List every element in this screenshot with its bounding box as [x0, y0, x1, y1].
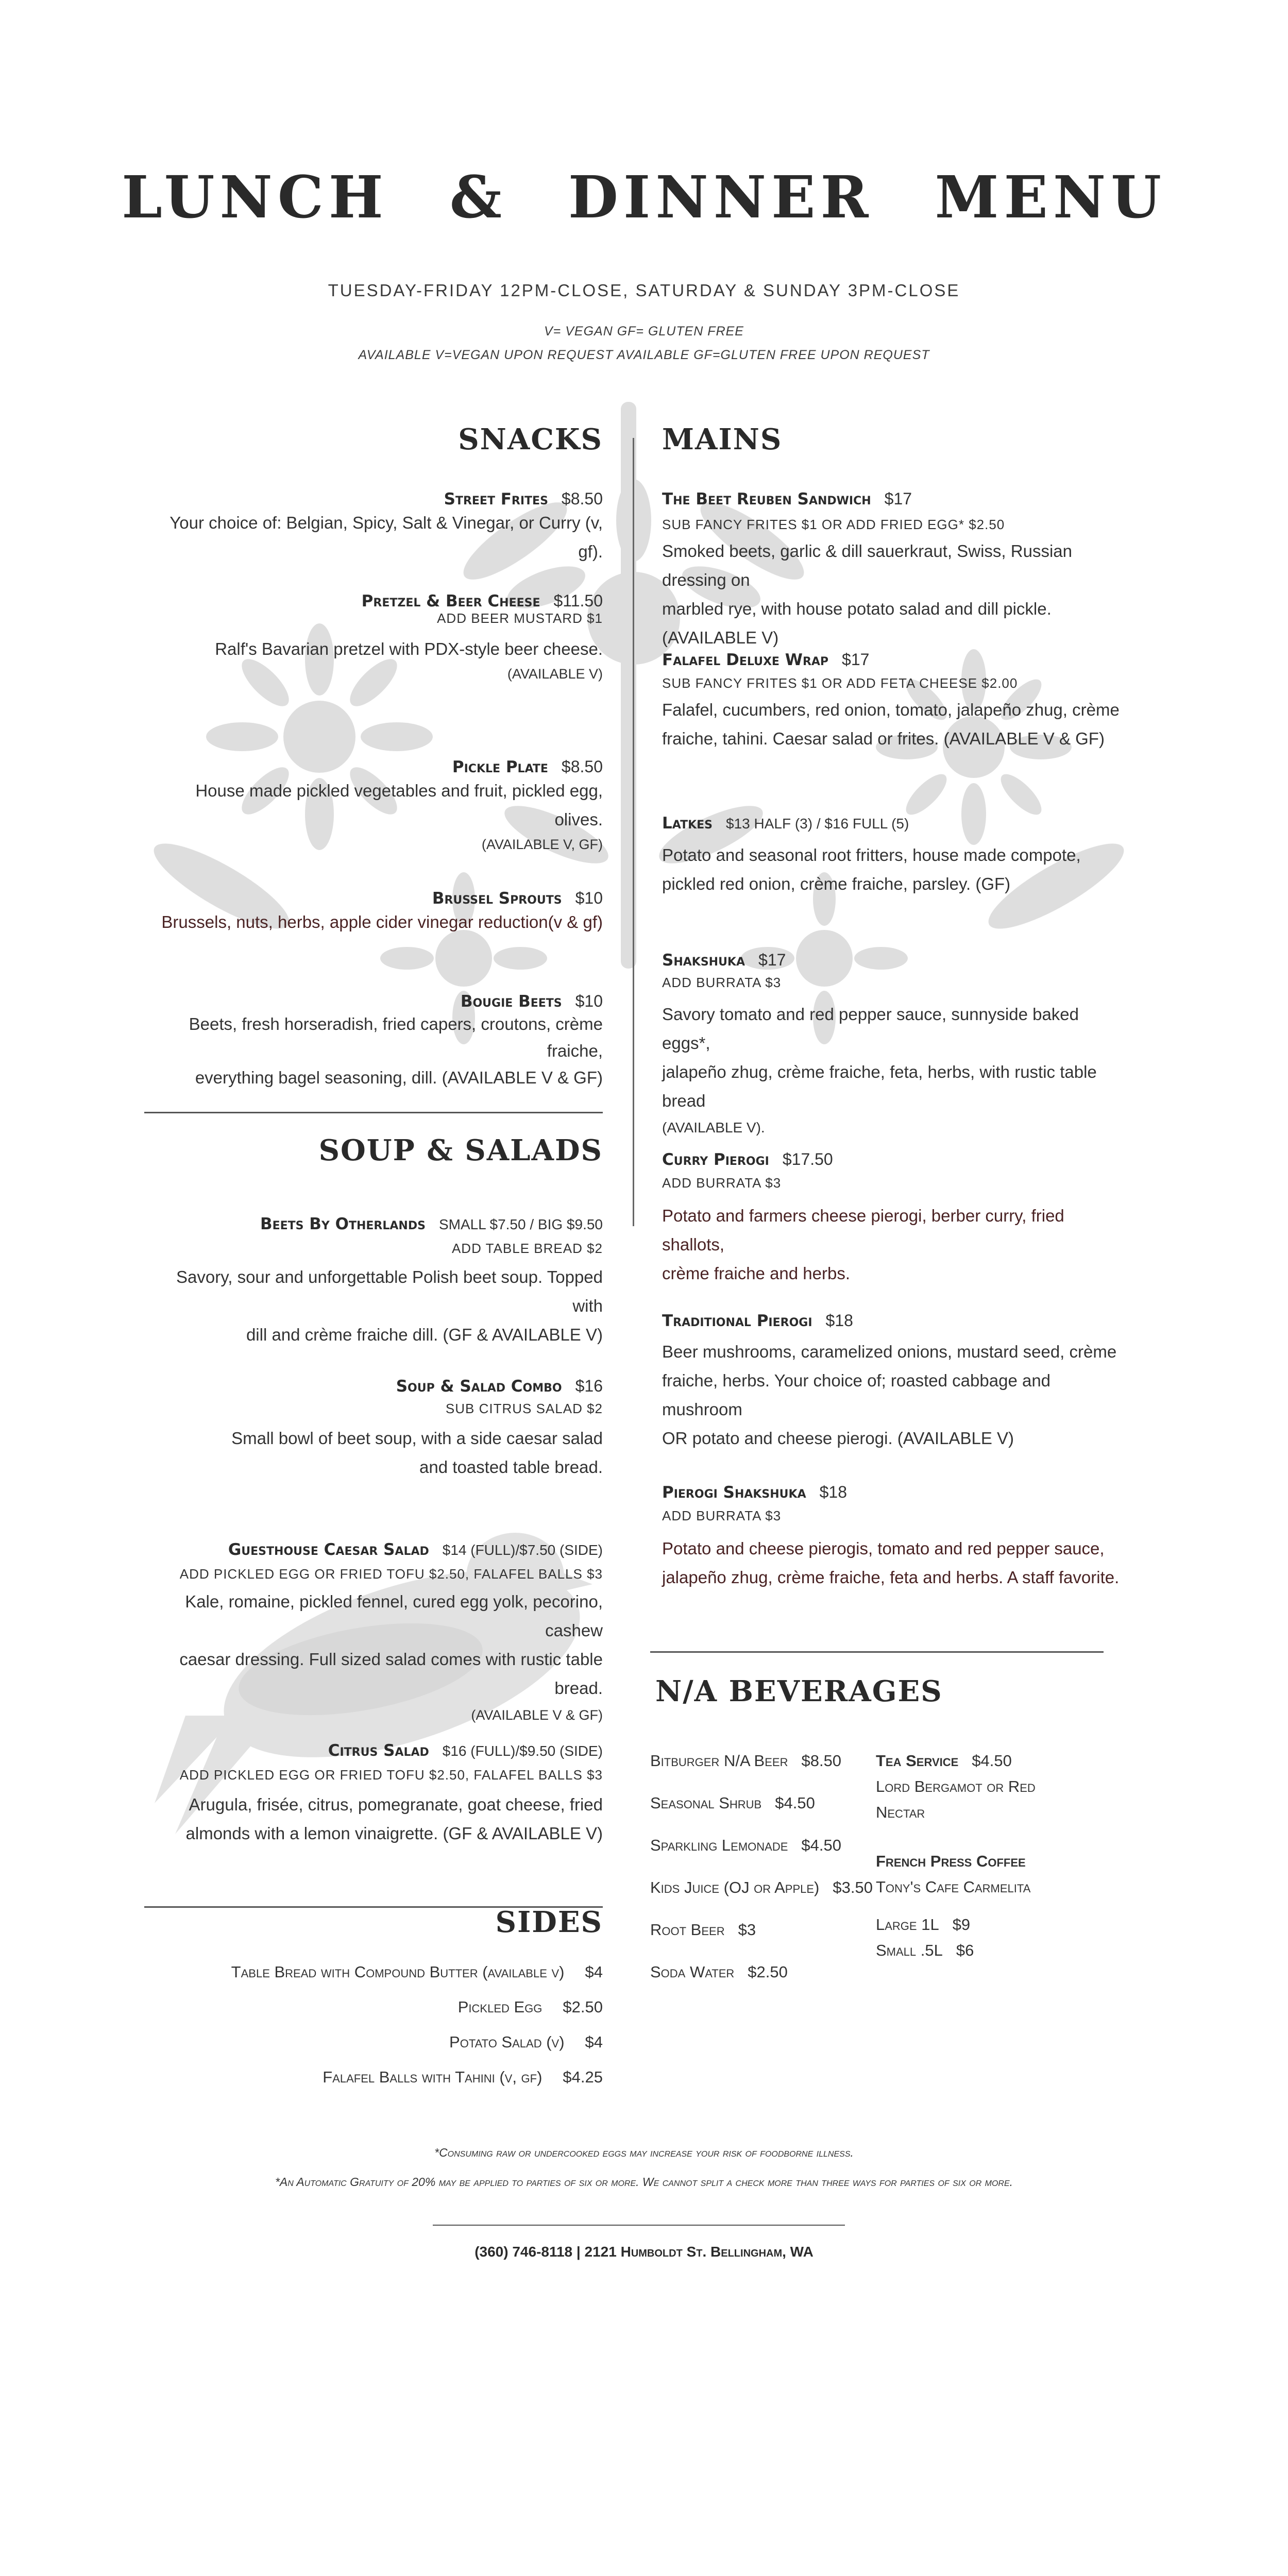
item-add-on: SUB FANCY FRITES $1 OR ADD FRIED EGG* $2.50: [662, 517, 1005, 532]
item-description: Smoked beets, garlic & dill sauerkraut, Swiss, Russian dressing on: [662, 541, 1072, 589]
item-price: $14 (FULL)/$7.50 (SIDE): [442, 1542, 603, 1558]
coffee-name: French Press Coffee: [876, 1852, 1026, 1870]
item-name: Street Frites: [444, 490, 548, 509]
item-description: Beer mushrooms, caramelized onions, mustard seed, crème: [662, 1342, 1117, 1361]
beverage-name: Sparkling Lemonade: [650, 1836, 788, 1854]
item-description: pickled red onion, crème fraiche, parsley. (GF): [662, 874, 1011, 893]
menu-item: [144, 489, 603, 566]
item-description: fraiche, herbs. Your choice of; roasted cabbage and mushroom: [662, 1371, 1051, 1419]
item-name: Pierogi Shakshuka: [662, 1483, 806, 1502]
beverage-price: $2.50: [748, 1963, 788, 1981]
snacks-heading: SNACKS: [458, 422, 603, 456]
item-name: The Beet Reuben Sandwich: [662, 490, 871, 509]
beverage-name: Root Beer: [650, 1921, 725, 1939]
item-price: $17: [842, 650, 870, 669]
menu-item: [144, 1215, 603, 1349]
section-divider: [144, 1112, 603, 1113]
menu-item: [144, 757, 603, 855]
item-description: everything bagel seasoning, dill. (AVAILABLE V & GF): [195, 1068, 603, 1087]
item-price: $8.50: [561, 757, 603, 776]
item-dietary: (AVAILABLE V, GF): [481, 837, 603, 852]
item-name: Falafel Deluxe Wrap: [662, 651, 829, 669]
mains-heading: MAINS: [662, 422, 783, 456]
beverage-name: Tea Service: [876, 1752, 959, 1770]
item-price: $17: [758, 951, 786, 969]
item-dietary: (AVAILABLE V): [507, 666, 603, 682]
side-item: [323, 2068, 603, 2087]
coffee-size: [876, 1941, 974, 1960]
menu-item: [144, 1741, 603, 1848]
menu-item: [662, 650, 1126, 753]
item-name: Beets By Otherlands: [260, 1215, 426, 1233]
side-item: [231, 1963, 603, 1981]
item-dietary: (AVAILABLE V & GF): [471, 1707, 603, 1723]
item-price: $10: [575, 889, 603, 907]
item-price: $10: [575, 992, 603, 1010]
side-item: [458, 1998, 603, 2016]
page-title: LUNCH & DINNER MENU: [122, 164, 1166, 231]
side-name: Table Bread with Compound Butter (available v): [231, 1963, 565, 1981]
item-price: $17: [884, 489, 912, 508]
tea-description: Nectar: [876, 1803, 925, 1821]
beverage-price: $4.50: [801, 1836, 841, 1854]
menu-item: [662, 1311, 1126, 1453]
item-add-on: ADD BURRATA $3: [662, 975, 782, 990]
menu-item: [662, 951, 1126, 1140]
coffee-size: [876, 1916, 970, 1934]
tea-description: Lord Bergamot or Red: [876, 1777, 1036, 1795]
item-price: SMALL $7.50 / BIG $9.50: [438, 1216, 603, 1232]
footer-divider: [433, 2225, 845, 2226]
item-price: $11.50: [553, 591, 603, 610]
coffee-size-name: Small .5L: [876, 1941, 943, 1959]
side-name: Pickled Egg: [457, 1998, 543, 2016]
menu-item: [144, 1540, 603, 1727]
item-name: Bougie Beets: [460, 992, 562, 1011]
side-name: Potato Salad (v): [449, 2033, 565, 2051]
beverage-item: [650, 1878, 873, 1897]
side-price: $4.25: [563, 2068, 603, 2086]
item-description: jalapeño zhug, crème fraiche, feta and herbs. A staff favorite.: [662, 1568, 1120, 1587]
menu-item: [662, 814, 1126, 899]
column-divider: [633, 438, 634, 1226]
item-description: Small bowl of beet soup, with a side caesar salad: [231, 1429, 603, 1448]
item-description: jalapeño zhug, crème fraiche, feta, herbs, with rustic table bread: [662, 1062, 1097, 1110]
item-name: Brussel Sprouts: [432, 889, 562, 908]
food-safety-note: *Consuming raw or undercooked eggs may increase your risk of foodborne illness.: [434, 2146, 854, 2159]
item-description: House made pickled vegetables and fruit, pickled egg, olives.: [195, 781, 603, 829]
hours-line: TUESDAY-FRIDAY 12PM-CLOSE, SATURDAY & SUNDAY 3PM-CLOSE: [328, 281, 960, 300]
item-add-on: ADD TABLE BREAD $2: [451, 1241, 603, 1256]
item-name: Curry Pierogi: [662, 1150, 769, 1169]
menu-item: [662, 489, 1126, 652]
beverage-item: [650, 1794, 815, 1812]
item-price: $16 (FULL)/$9.50 (SIDE): [442, 1743, 603, 1759]
item-description: and toasted table bread.: [419, 1458, 603, 1477]
item-description: Brussels, nuts, herbs, apple cider vinegar reduction(v & gf): [161, 912, 603, 931]
beverage-price: $8.50: [801, 1752, 842, 1770]
item-description: fraiche, tahini. Caesar salad or frites. (AVAILABLE V & GF): [662, 729, 1105, 748]
menu-item: [662, 1483, 1126, 1592]
item-price: $8.50: [561, 489, 603, 508]
beverage-price: $4.50: [972, 1752, 1012, 1770]
item-description: crème fraiche and herbs.: [662, 1264, 851, 1283]
item-price: $17.50: [782, 1150, 833, 1168]
item-add-on: SUB FANCY FRITES $1 OR ADD FETA CHEESE $2.00: [662, 675, 1018, 691]
item-add-on: ADD PICKLED EGG OR FRIED TOFU $2.50, FALAFEL BALLS $3: [179, 1767, 603, 1783]
item-dietary: (AVAILABLE V).: [662, 1120, 765, 1136]
side-price: $4: [585, 2033, 603, 2051]
section-divider: [650, 1651, 1104, 1653]
item-description: Beets, fresh horseradish, fried capers, croutons, crème fraiche,: [189, 1014, 603, 1060]
beverage-price: $3: [738, 1921, 756, 1939]
side-item: [449, 2033, 603, 2052]
item-description: caesar dressing. Full sized salad comes with rustic table bread.: [179, 1650, 603, 1698]
dietary-legend: V= VEGAN GF= GLUTEN FREE: [544, 324, 744, 338]
item-description: dill and crème fraiche dill. (GF & AVAILABLE V): [246, 1325, 603, 1344]
menu-item: [144, 992, 603, 1091]
item-price: $18: [825, 1311, 853, 1330]
menu-item: [144, 1377, 603, 1482]
soups-heading: SOUP & SALADS: [318, 1133, 603, 1167]
side-price: $2.50: [563, 1998, 603, 2016]
item-description: Potato and farmers cheese pierogi, berber curry, fried shallots,: [662, 1206, 1064, 1254]
item-description: Potato and cheese pierogis, tomato and red pepper sauce,: [662, 1539, 1105, 1558]
item-description: Kale, romaine, pickled fennel, cured egg yolk, pecorino, cashew: [185, 1592, 603, 1640]
item-description: Savory tomato and red pepper sauce, sunnyside baked eggs*,: [662, 1005, 1079, 1053]
coffee-description: Tony's Cafe Carmelita: [876, 1878, 1031, 1896]
beverages-heading: N/A BEVERAGES: [655, 1674, 943, 1708]
beverage-price: $4.50: [775, 1794, 815, 1812]
item-description: Falafel, cucumbers, red onion, tomato, jalapeño zhug, crème: [662, 700, 1120, 719]
item-price: $16: [575, 1377, 603, 1395]
item-description: OR potato and cheese pierogi. (AVAILABLE V): [662, 1429, 1014, 1448]
item-add-on: ADD BEER MUSTARD $1: [437, 611, 603, 626]
item-name: Shakshuka: [662, 951, 745, 970]
sides-heading: SIDES: [495, 1905, 603, 1939]
item-add-on: ADD BURRATA $3: [662, 1175, 782, 1191]
item-add-on: ADD BURRATA $3: [662, 1508, 782, 1523]
beverage-name: Bitburger N/A Beer: [650, 1752, 788, 1770]
beverage-name: Kids Juice (OJ or Apple): [650, 1878, 820, 1896]
tea-service: [876, 1752, 1012, 1770]
item-description: Ralf's Bavarian pretzel with PDX-style beer cheese.: [215, 639, 603, 658]
item-name: Citrus Salad: [328, 1741, 429, 1760]
item-name: Latkes: [662, 814, 713, 833]
item-name: Guesthouse Caesar Salad: [228, 1540, 429, 1559]
dietary-availability-note: AVAILABLE V=VEGAN UPON REQUEST AVAILABLE GF=GLUTEN FREE UPON REQUEST: [358, 348, 930, 362]
item-description: marbled rye, with house potato salad and dill pickle. (AVAILABLE V): [662, 599, 1052, 647]
item-name: Pickle Plate: [452, 758, 548, 776]
contact-info: (360) 746-8118 | 2121 Humboldt St. Bellingham, WA: [474, 2244, 814, 2260]
item-description: Arugula, frisée, citrus, pomegranate, goat cheese, fried: [189, 1795, 603, 1814]
menu-item: [144, 591, 603, 684]
item-description: almonds with a lemon vinaigrette. (GF & AVAILABLE V): [185, 1824, 603, 1843]
beverage-name: Seasonal Shrub: [650, 1794, 762, 1812]
coffee-size-price: $6: [956, 1941, 974, 1959]
item-description: Savory, sour and unforgettable Polish beet soup. Topped with: [176, 1267, 603, 1315]
item-description: Your choice of: Belgian, Spicy, Salt & Vinegar, or Curry (v, gf).: [170, 513, 603, 561]
beverage-price: $3.50: [833, 1878, 873, 1896]
coffee-size-name: Large 1L: [876, 1916, 939, 1934]
beverage-item: [650, 1836, 841, 1855]
item-price: $13 HALF (3) / $16 FULL (5): [726, 816, 909, 832]
item-name: Soup & Salad Combo: [396, 1377, 562, 1396]
gratuity-note: *An Automatic Gratuity of 20% may be applied to parties of six or more. We cannot split a check more than three ways for parties of six or more.: [275, 2175, 1013, 2189]
beverage-item: [650, 1921, 756, 1939]
item-description: Potato and seasonal root fritters, house made compote,: [662, 845, 1081, 865]
item-name: Pretzel & Beer Cheese: [361, 592, 540, 611]
beverage-item: [650, 1752, 841, 1770]
beverage-name: Soda Water: [650, 1963, 735, 1981]
item-add-on: ADD PICKLED EGG OR FRIED TOFU $2.50, FALAFEL BALLS $3: [179, 1566, 603, 1582]
beverage-item: [650, 1963, 788, 1981]
coffee-size-price: $9: [952, 1916, 971, 1934]
side-price: $4: [585, 1963, 603, 1981]
item-name: Traditional Pierogi: [662, 1312, 812, 1330]
item-price: $18: [819, 1483, 848, 1501]
menu-item: [662, 1150, 1126, 1288]
side-name: Falafel Balls with Tahini (v, gf): [323, 2068, 543, 2086]
menu-item: [144, 889, 603, 937]
item-add-on: SUB CITRUS SALAD $2: [445, 1401, 603, 1416]
